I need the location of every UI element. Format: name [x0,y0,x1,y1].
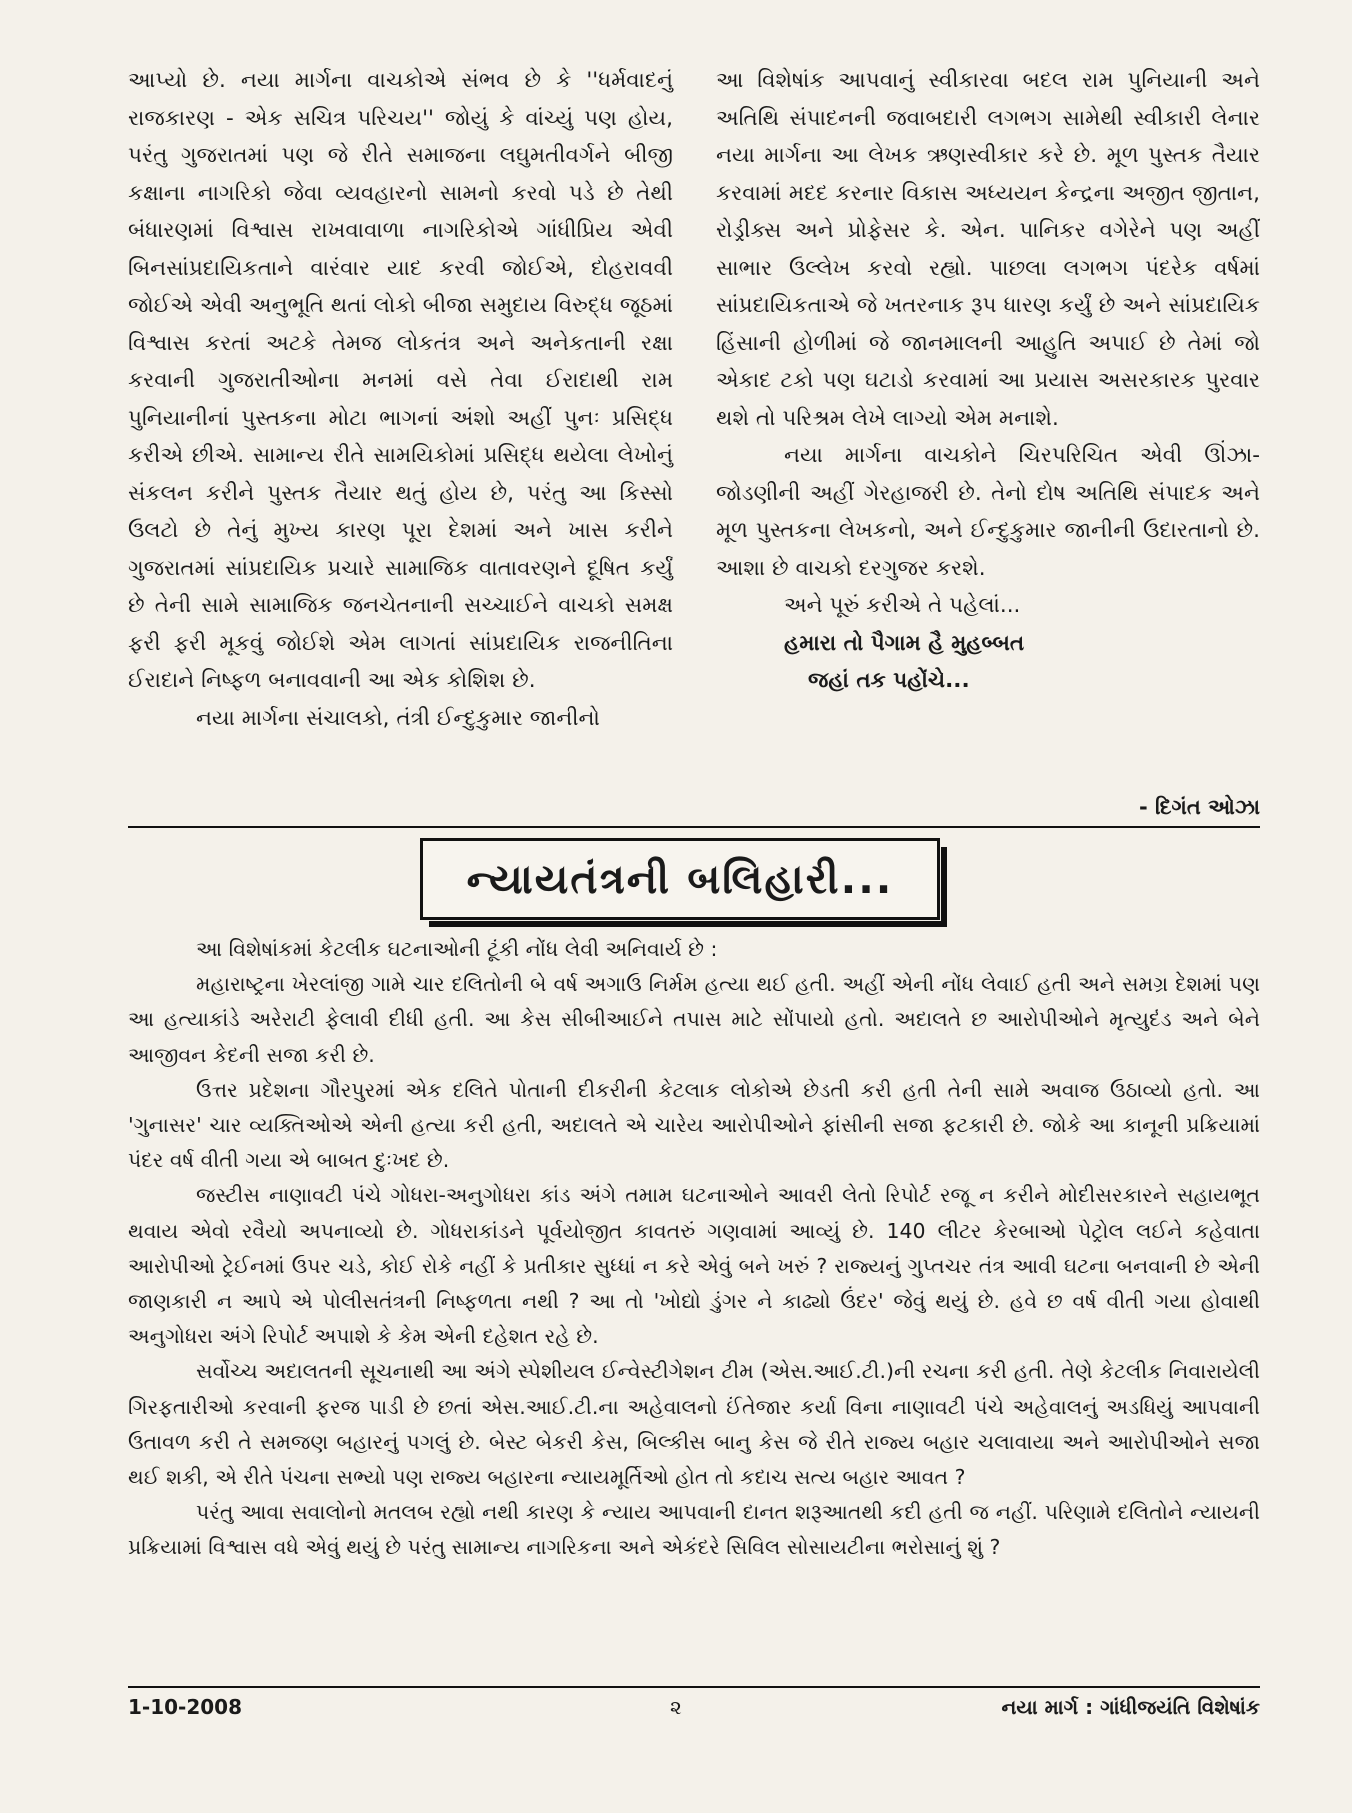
article-paragraph-4: જસ્ટીસ નાણાવટી પંચે ગોધરા-અનુગોધરા કાંડ અંગે તમામ ઘટનાઓને આવરી લેતો રિપોર્ટ રજૂ ન કરીને મોદીસરકારને સહાયભૂત થવાય એવો રવૈયો અપનાવ્યો છે. ગોધરાકાંડને પૂર્વયોજીત કાવતરું ગણવામાં આવ્યું છે. 140 લીટર કેરબાઓ પેટ્રોલ લઈને કહેવાતા આરોપીઓ ટ્રેઈનમાં ઉપર ચડે, કોઈ રોકે નહીં કે પ્રતીકાર સુધ્ધાં ન કરે એવું બને ખરું ? રાજ્યનું ગુપ્તચર તંત્ર આવી ઘટના બનવાની છે એની જાણકારી ન આપે એ પોલીસતંત્રની નિષ્ફળતા નથી ? આ તો 'ખોદ્યો ડુંગર ને કાઢ્યો ઉંદર' જેવું થયું છે. હવે છ વર્ષ વીતી ગયા હોવાથી અનુગોધરા અંગે રિપોર્ટ અપાશે કે કેમ એની દહેશત રહે છે. [128,1183,1260,1349]
article-title-box [420,838,940,920]
article-paragraph-5: સર્વોચ્ચ અદાલતની સૂચનાથી આ અંગે સ્પેશીયલ ઈન્વેસ્ટીગેશન ટીમ (એસ.આઈ.ટી.)ની રચના કરી હતી. તેણે કેટલીક નિવારાયેલી ગિરફતારીઓ કરવાની ફરજ પાડી છે છતાં એસ.આઈ.ટી.ના અહેવાલનો ઈંતેજાર કર્યા વિના નાણાવટી પંચે અહેવાલનું અડધિયું આપવાની ઉતાવળ કરી તે સમજણ બહારનું પગલું છે. બેસ્ટ બેકરી કેસ, બિલ્કીસ બાનુ કેસ જે રીતે રાજ્ય બહાર ચલાવાયા અને આરોપીઓને સજા થઈ શકી, એ રીતે પંચના સભ્યો પણ રાજ્ય બહારના ન્યાયમૂર્તિઓ હોત તો કદાચ સત્ય બહાર આવત ? [128,1359,1260,1490]
footer-date: 1-10-2008 [128,1695,243,1719]
right-paragraph-3: અને પૂરું કરીએ તે પહેલાં... [784,593,1021,618]
section-divider [128,826,1260,828]
closing-line-2: જહાં તક પહોંચે... [808,668,970,693]
left-paragraph-2: નયા માર્ગના સંચાલકો, તંત્રી ઈન્દુકુમાર જાનીનો [196,705,600,731]
article-body [128,932,1260,1566]
article-paragraph-6: પરંતુ આવા સવાલોનો મતલબ રહ્યો નથી કારણ કે ન્યાય આપવાની દાનત શરૂઆતથી કદી હતી જ નહીં. પરિણામે દલિતોને ન્યાયની પ્રક્રિયામાં વિશ્વાસ વધે એવું થયું છે પરંતુ સામાન્ય નાગરિકના અને એકંદરે સિવિલ સોસાયટીના ભરોસાનું શું ? [128,1500,1260,1560]
left-paragraph-1: આપ્યો છે. નયા માર્ગના વાચકોએ સંભવ છે કે ''ધર્મવાદનું રાજકારણ - એક સચિત્ર પરિચય'' જોયું કે વાંચ્યું પણ હોય, પરંતુ ગુજરાતમાં પણ જે રીતે સમાજના લઘુમતીવર્ગને બીજી કક્ષાના નાગરિકો જેવા વ્યવહારનો સામનો કરવો પડે છે તેથી બંધારણમાં વિશ્વાસ રાખવાવાળા નાગરિકોએ ગાંધીપ્રિય એવી બિનસાંપ્રદાયિકતાને વારંવાર યાદ કરવી જોઈએ, દોહરાવવી જોઈએ એવી અનુભૂતિ થતાં લોકો બીજા સમુદાય વિરુદ્ધ જૂઠમાં વિશ્વાસ કરતાં અટકે તેમજ લોકતંત્ર અને અનેકતાની રક્ષા કરવાની ગુજરાતીઓના મનમાં વસે તેવા ઈરાદાથી રામ પુનિયાનીનાં પુસ્તકના મોટા ભાગનાં અંશો અહીં પુનઃ પ્રસિદ્ધ કરીએ છીએ. સામાન્ય રીતે સામયિકોમાં પ્રસિદ્ધ થયેલા લેખોનું સંકલન કરીને પુસ્તક તૈયાર થતું હોય છે, પરંતુ આ કિસ્સો ઉલટો છે તેનું મુખ્ય કારણ પૂરા દેશમાં અને ખાસ કરીને ગુજરાતમાં સાંપ્રદાયિક પ્રચારે સામાજિક વાતાવરણને દૂષિત કર્યું છે તેની સામે સામાજિક જનચેતનાની સચ્ચાઈને વાચકો સમક્ષ ફરી ફરી મૂકવું જોઈશે એમ લાગતાં સાંપ્રદાયિક રાજનીતિના ઈરાદાને નિષ્ફળ બનાવવાની આ એક કોશિશ છે. [128,68,673,693]
closing-line-1: હમારા તો પૈગામ હૈ મુહબ્બત [784,630,1025,656]
footer-divider [128,1686,1260,1688]
left-column [128,62,673,737]
article-title: ન્યાયતંત્રની બલિહારી... [466,854,894,903]
footer-page-number: ૨ [670,1695,682,1719]
right-paragraph-2: નયા માર્ગના વાચકોને ચિરપરિચિત એવી ઊંઝા-જોડણીની અહીં ગેરહાજરી છે. તેનો દોષ અતિથિ સંપાદક અને મૂળ પુસ્તકના લેખકનો, અને ઈન્દુકુમાર જાનીની ઉદારતાનો છે. આશા છે વાચકો દરગુજર કરશે. [716,443,1260,581]
right-column [716,62,1260,700]
article-paragraph-3: ઉત્તર પ્રદેશના ગૌરપુરમાં એક દલિતે પોતાની દીકરીની કેટલાક લોકોએ છેડતી કરી હતી તેની સામે અવાજ ઉઠાવ્યો હતો. આ 'ગુનાસર' ચાર વ્યક્તિઓએ એની હત્યા કરી હતી, અદાલતે એ ચારેય આરોપીઓને ફાંસીની સજા ફટકારી છે. જોકે આ કાનૂની પ્રક્રિયામાં પંદર વર્ષ વીતી ગયા એ બાબત દુઃખદ છે. [128,1077,1260,1173]
footer-publication: નયા માર્ગ : ગાંધીજયંતિ વિશેષાંક [1001,1695,1260,1719]
article-paragraph-1: આ વિશેષાંકમાં કેટલીક ઘટનાઓની ટૂંકી નોંધ લેવી અનિવાર્ય છે : [196,937,718,961]
right-paragraph-1: આ વિશેષાંક આપવાનું સ્વીકારવા બદલ રામ પુનિયાની અને અતિથિ સંપાદનની જવાબદારી લગભગ સામેથી સ્વીકારી લેનાર નયા માર્ગના આ લેખક ઋણસ્વીકાર કરે છે. મૂળ પુસ્તક તૈયાર કરવામાં મદદ કરનાર વિકાસ અધ્યયન કેન્દ્રના અજીત જીતાન, રોડ્રીક્સ અને પ્રોફેસર કે. એન. પાનિકર વગેરેને પણ અહીં સાભાર ઉલ્લેખ કરવો રહ્યો. પાછલા લગભગ પંદરેક વર્ષમાં સાંપ્રદાયિકતાએ જે ખતરનાક રૂપ ધારણ કર્યું છે અને સાંપ્રદાયિક હિંસાની હોળીમાં જે જાનમાલની આહુતિ અપાઈ છે તેમાં જો એકાદ ટકો પણ ઘટાડો કરવામાં આ પ્રયાસ અસરકારક પુરવાર થશે તો પરિશ્રમ લેખે લાગ્યો એમ મનાશે. [716,68,1260,431]
article-paragraph-2: મહારાષ્ટ્રના ખેરલાંજી ગામે ચાર દલિતોની બે વર્ષ અગાઉ નિર્મમ હત્યા થઈ હતી. અહીં એની નોંધ લેવાઈ હતી અને સમગ્ર દેશમાં પણ આ હત્યાકાંડે અરેરાટી ફેલાવી દીધી હતી. આ કેસ સીબીઆઈને તપાસ માટે સોંપાયો હતો. અદાલતે છ આરોપીઓને મૃત્યુદંડ અને બેને આજીવન કેદની સજા કરી છે. [128,972,1260,1067]
author-signature: - દિગંત ઓઝા [1139,795,1260,819]
